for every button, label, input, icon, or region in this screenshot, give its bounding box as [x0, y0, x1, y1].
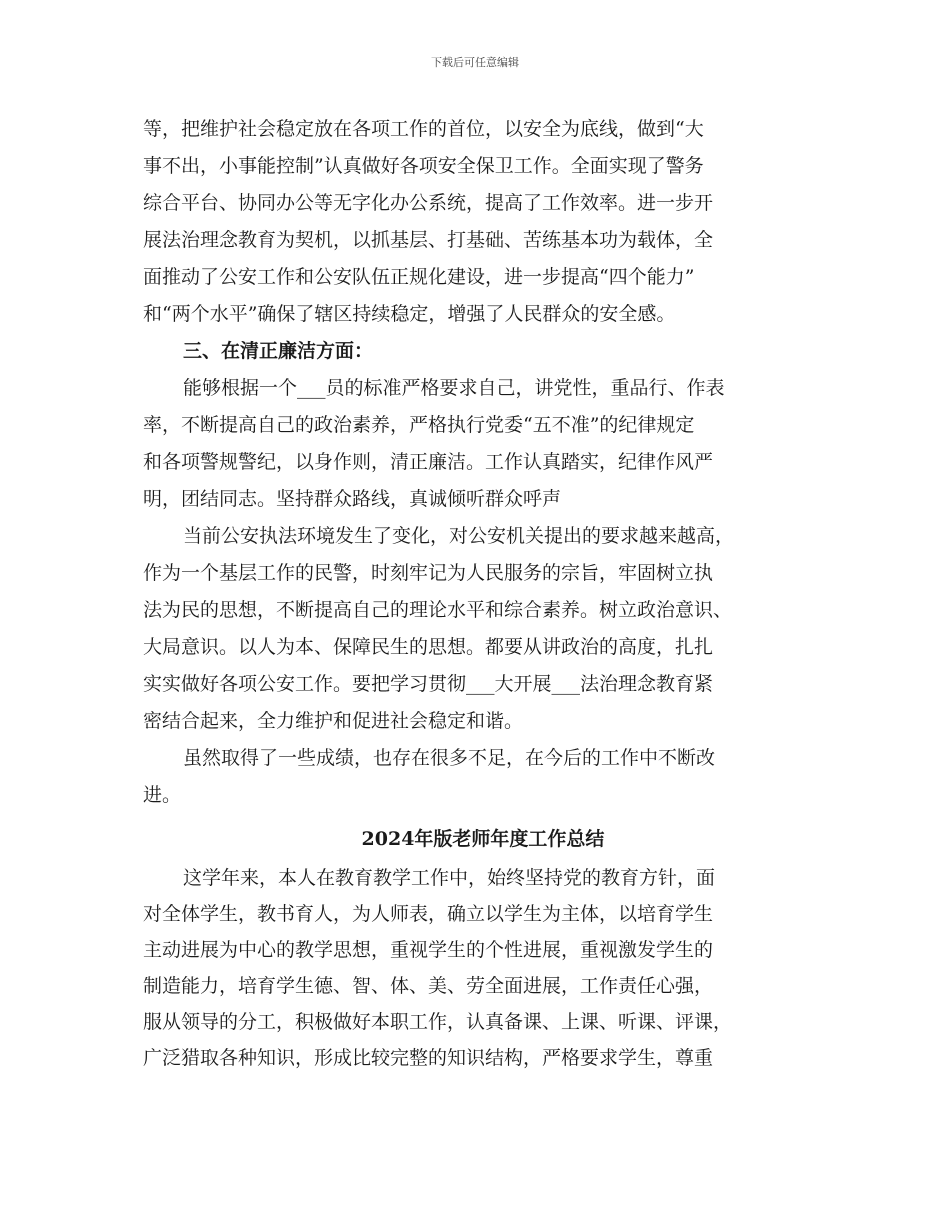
text-line: 面推动了公安工作和公安队伍正规化建设，进一步提高“四个能力” [143, 266, 695, 288]
text-line: 制造能力，培育学生德、智、体、美、劳全面进展，工作责任心强， [143, 975, 714, 997]
text-line: 事不出，小事能控制”认真做好各项安全保卫工作。全面实现了警务 [143, 155, 704, 177]
text-line: 作为一个基层工作的民警，时刻牢记为人民服务的宗旨，牢固树立执 [143, 562, 714, 584]
document-title: 2024年版老师年度工作总结 [361, 828, 605, 850]
text-line: 法为民的思想，不断提高自己的理论水平和综合素养。树立政治意识、 [143, 599, 733, 621]
text-line: 对全体学生，教书育人，为人师表，确立以学生为主体，以培育学生 [143, 903, 714, 925]
text-line: 率，不断提高自己的政治素养，严格执行党委“五不准”的纪律规定 [143, 414, 695, 436]
text-line: 虽然取得了一些成绩，也存在很多不足，在今后的工作中不断改 [183, 747, 716, 769]
text-line: 展法治理念教育为契机，以抓基层、打基础、苦练基本功为载体，全 [143, 229, 714, 251]
text-line: 大局意识。以人为本、保障民生的思想。都要从讲政治的高度，扎扎 [143, 636, 714, 658]
text-line: 明，团结同志。坚持群众路线，真诚倾听群众呼声 [143, 488, 562, 510]
text-line: 和“两个水平”确保了辖区持续稳定，增强了人民群众的安全感。 [143, 303, 676, 325]
document-body [143, 111, 823, 1076]
paragraph-public-security-work [143, 111, 823, 333]
text-line: 和各项警规警纪，以身作则，清正廉洁。工作认真踏实，纪律作风严 [143, 451, 714, 473]
text-line: 实实做好各项公安工作。要把学习贯彻___大开展___法治理念教育紧 [143, 673, 714, 695]
paragraph-law-enforcement [143, 518, 823, 740]
text-line: 这学年来，本人在教育教学工作中，始终坚持党的教育方针，面 [183, 867, 716, 889]
text-line: 主动进展为中心的教学思想，重视学生的个性进展，重视激发学生的 [143, 939, 714, 961]
text-line: 等，把维护社会稳定放在各项工作的首位，以安全为底线，做到“大 [143, 118, 704, 140]
paragraph-teacher-summary [143, 860, 823, 1076]
text-line: 服从领导的分工，积极做好本职工作，认真备课、上课、听课、评课， [143, 1011, 733, 1033]
paragraph-integrity [143, 370, 823, 518]
text-line: 进。 [143, 784, 182, 806]
paragraph-conclusion [143, 740, 823, 814]
text-line: 当前公安执法环境发生了变化，对公安机关提出的要求越来越高， [183, 525, 735, 547]
text-line: 能够根据一个___员的标准严格要求自己，讲党性，重品行、作表 [183, 377, 725, 399]
page-header: 下载后可任意编辑 [431, 56, 519, 69]
text-line: 密结合起来，全力维护和促进社会稳定和谐。 [143, 710, 524, 732]
text-line: 综合平台、协同办公等无字化办公系统，提高了工作效率。进一步开 [143, 192, 714, 214]
section-heading-integrity: 三、在清正廉洁方面： [183, 340, 374, 362]
text-line: 广泛猎取各种知识，形成比较完整的知识结构，严格要求学生，尊重 [143, 1047, 714, 1069]
